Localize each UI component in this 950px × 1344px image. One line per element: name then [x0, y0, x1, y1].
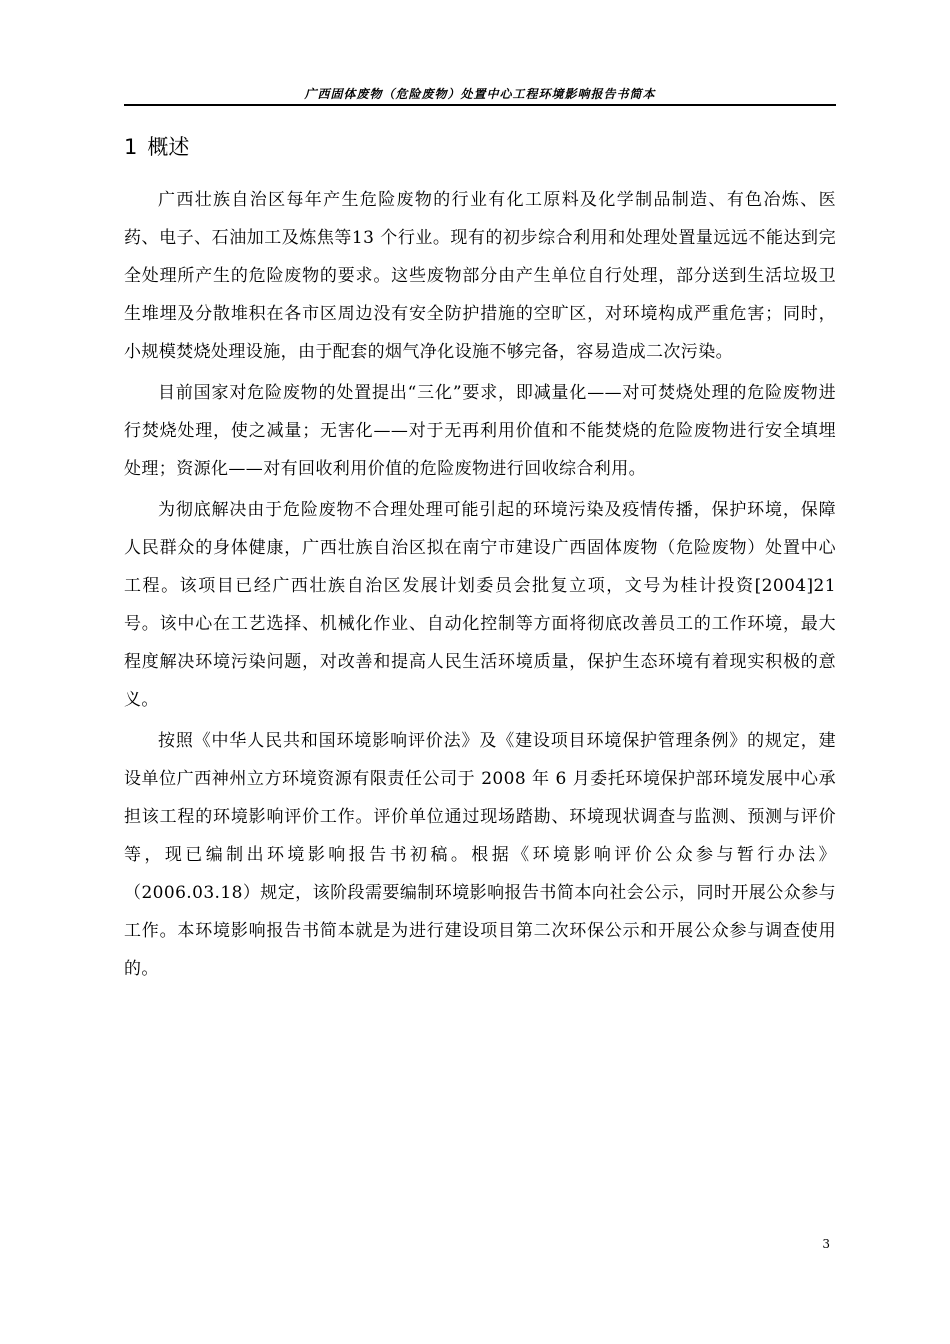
- paragraph: 广西壮族自治区每年产生危险废物的行业有化工原料及化学制品制造、有色冶炼、医药、电子、石油加工及炼焦等13 个行业。现有的初步综合利用和处理处置量远远不能达到完全处理所产生的危险废物的要求。这些废物部分由产生单位自行处理，部分送到生活垃圾卫生堆埋及分散堆积在各市区周边没有安全防护措施的空旷区，对环境构成严重危害；同时，小规模焚烧处理设施，由于配套的烟气净化设施不够完备，容易造成二次污染。: [124, 190, 836, 362]
- paragraph: 目前国家对危险废物的处置提出“三化”要求，即减量化——对可焚烧处理的危险废物进行焚烧处理，使之减量；无害化——对于无再利用价值和不能焚烧的危险废物进行安全填埋处理；资源化——对有回收利用价值的危险废物进行回收综合利用。: [124, 383, 836, 479]
- paragraph: 按照《中华人民共和国环境影响评价法》及《建设项目环境保护管理条例》的规定，建设单位广西神州立方环境资源有限责任公司于 2008 年 6 月委托环境保护部环境发展中心承担该工程的环境影响评价工作。评价单位通过现场踏勘、环境现状调查与监测、预测与评价等，现已编制出环境影响报告书初稿。根据《环境影响评价公众参与暂行办法》（2006.03.18）规定，该阶段需要编制环境影响报告书简本向社会公示，同时开展公众参与工作。本环境影响报告书简本就是为进行建设项目第二次环保公示和开展公众参与调查使用的。: [124, 731, 836, 979]
- section-heading: [124, 132, 189, 162]
- section-title: 概述: [147, 135, 190, 159]
- body-text: [124, 181, 836, 991]
- page-number: 3: [822, 1237, 830, 1251]
- running-header: 广西固体废物（危险废物）处置中心工程环境影响报告书简本: [304, 87, 656, 101]
- header-rule: [124, 104, 836, 106]
- paragraph: 为彻底解决由于危险废物不合理处理可能引起的环境污染及疫情传播，保护环境，保障人民群众的身体健康，广西壮族自治区拟在南宁市建设广西固体废物（危险废物）处置中心工程。该项目已经广西壮族自治区发展计划委员会批复立项，文号为桂计投资[2004]21 号。该中心在工艺选择、机械化作业、自动化控制等方面将彻底改善员工的工作环境，最大程度解决环境污染问题，对改善和提高人民生活环境质量，保护生态环境有着现实积极的意义。: [124, 500, 836, 710]
- section-number: 1: [124, 135, 138, 159]
